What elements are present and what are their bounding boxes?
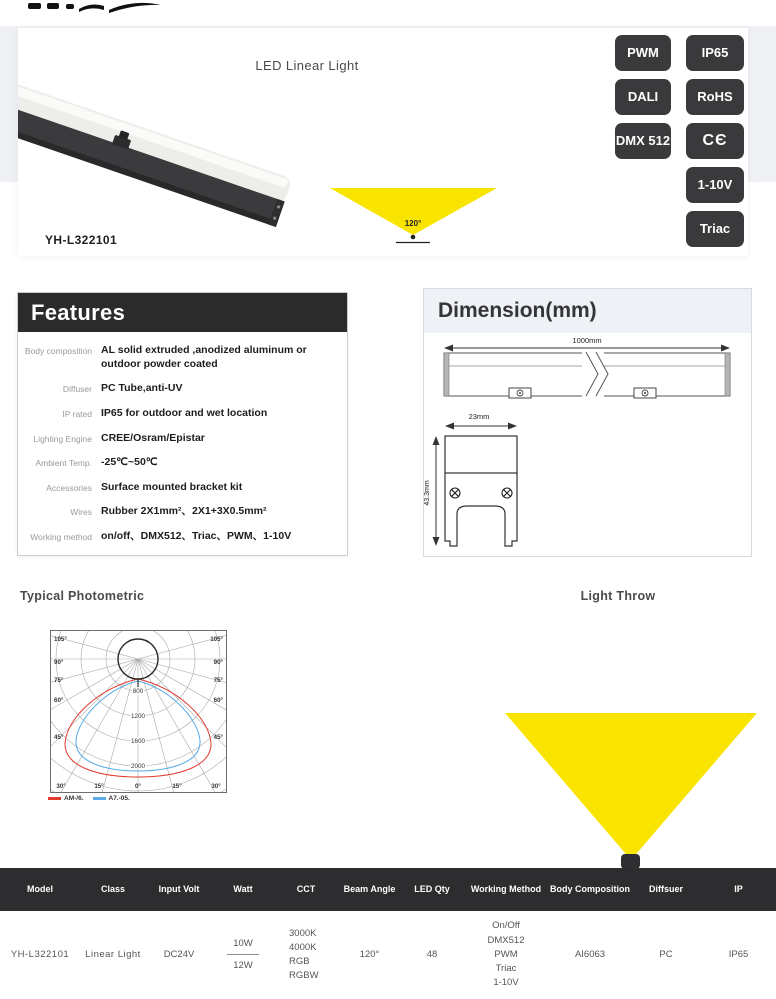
angle-label: 90° (54, 659, 64, 666)
angle-label: 105° (210, 636, 223, 643)
feature-label: IP rated (62, 408, 92, 419)
radial-tick: 2000 (130, 763, 146, 770)
light-source-dot (411, 235, 416, 240)
col-header-led-qty: LED Qty (414, 884, 450, 895)
col-header-model: Model (27, 884, 53, 895)
watt-10w: 10W (227, 937, 259, 954)
legend-item (48, 795, 84, 802)
feature-value: Rubber 2X1mm²、2X1+3X0.5mm² (101, 505, 267, 518)
feature-label: Working method (30, 532, 92, 543)
spec-table-header (0, 868, 776, 911)
legend-swatch-red (48, 797, 61, 800)
spec-table-row (0, 911, 776, 999)
beam-angle-value: 120° (404, 219, 422, 228)
feature-value: PC Tube,anti-UV (101, 382, 183, 395)
feature-label: Body composition (24, 346, 92, 356)
feature-row (18, 481, 347, 495)
feature-row (18, 407, 347, 421)
feature-row (18, 382, 347, 396)
cell-beam-angle: 120° (359, 948, 380, 960)
angle-label: 15° (172, 783, 182, 790)
cell-working-method (463, 911, 549, 999)
angle-label: 75° (54, 677, 64, 684)
length-dimension-label: 1000mm (572, 336, 602, 345)
col-header-input-volt: Input Volt (158, 884, 200, 895)
features-title: Features (18, 293, 347, 332)
angle-label: 75° (213, 677, 223, 684)
feature-label: Wires (70, 507, 92, 518)
cell-class: Linear Light (85, 948, 141, 960)
photometric-chart (50, 630, 227, 793)
legend-label: A7.-05. (108, 795, 130, 802)
feature-row (18, 344, 347, 371)
dimension-title: Dimension(mm) (424, 289, 751, 333)
angle-label: 45° (54, 734, 64, 741)
col-header-ip: IP (734, 884, 743, 895)
badge-triac: Triac (686, 211, 744, 247)
model-number: YH-L322101 (45, 233, 118, 247)
col-header-body-composition: Body Composition (550, 884, 630, 895)
cell-cct (274, 911, 338, 999)
product-title: LED Linear Light (255, 58, 359, 73)
legend-item (93, 795, 130, 802)
cct-option: RGBW (289, 970, 319, 982)
cct-option: 4000K (289, 941, 317, 953)
angle-label: 90° (213, 659, 223, 666)
features-panel (17, 292, 348, 556)
cct-option: 3000K (289, 927, 317, 939)
badge-dmx512: DMX 512 (615, 123, 671, 159)
cct-option: RGB (289, 956, 310, 967)
feature-label: Accessories (46, 482, 92, 493)
radial-tick: 800 (132, 688, 144, 695)
angle-label: 30° (211, 783, 221, 790)
legend-label: AM-/6. (64, 795, 84, 802)
ce-mark-icon: CЄ (686, 123, 744, 159)
radial-tick: 1200 (130, 713, 146, 720)
feature-label: Diffuser (62, 384, 92, 395)
col-header-class: Class (100, 884, 126, 895)
light-throw-diagram (500, 710, 762, 862)
feature-row (18, 505, 347, 519)
angle-label: 105° (54, 636, 67, 643)
col-header-cct: CCT (296, 884, 316, 895)
cell-diffuser: PC (659, 948, 673, 960)
dimension-panel (423, 288, 752, 557)
feature-row (18, 432, 347, 446)
feature-value: IP65 for outdoor and wet location (101, 406, 268, 419)
photometric-legend (48, 795, 130, 802)
angle-label: 15° (94, 783, 104, 790)
angle-label: 60° (54, 697, 64, 704)
cell-model: YH-L322101 (10, 948, 70, 960)
col-header-diffuser: Diffsuer (648, 884, 683, 895)
light-throw-cone (505, 713, 757, 860)
badge-pwm: PWM (615, 35, 671, 71)
brand-logo (28, 0, 163, 13)
col-header-watt: Watt (233, 884, 253, 895)
cell-led-qty: 48 (426, 948, 438, 960)
working-method-option: PWM (494, 948, 518, 960)
cell-ip: IP65 (728, 948, 749, 960)
radial-tick: 1600 (130, 738, 146, 745)
badge-dali: DALI (615, 79, 671, 115)
feature-value: CREE/Osram/Epistar (101, 431, 205, 444)
light-fixture-icon (621, 854, 640, 869)
feature-value: AL solid extruded ,anodized aluminum or outdoor powder coated (101, 344, 307, 370)
badge-1-10v: 1-10V (686, 167, 744, 203)
working-method-option: Triac (495, 963, 517, 975)
feature-value: Surface mounted bracket kit (101, 480, 243, 493)
feature-value: on/off、DMX512、Triac、PWM、1-10V (101, 530, 292, 543)
feature-label: Ambient Temp. (35, 458, 92, 469)
badge-rohs: RoHS (686, 79, 744, 115)
cell-input-volt: DC24V (163, 948, 195, 960)
working-method-option: On/Off (492, 920, 520, 932)
badge-ip65: IP65 (686, 35, 744, 71)
working-method-option: 1-10V (493, 977, 519, 989)
cross-section-profile (445, 473, 517, 546)
angle-label: 60° (213, 697, 223, 704)
working-method-option: DMX512 (487, 934, 525, 946)
watt-12w: 12W (233, 959, 253, 971)
photometric-section-title: Typical Photometric (20, 589, 145, 603)
col-header-beam-angle: Beam Angle (343, 884, 396, 895)
feature-label: Lighting Engine (33, 433, 92, 444)
angle-label: 30° (56, 783, 66, 790)
cell-body-composition: AI6063 (574, 948, 606, 960)
feature-value: -25℃~50℃ (101, 456, 158, 469)
angle-label: 0° (135, 783, 141, 790)
angle-label: 45° (213, 734, 223, 741)
cell-watt (212, 911, 274, 999)
polar-diagram (51, 631, 226, 792)
dimension-drawing (424, 333, 751, 556)
legend-swatch-blue (93, 797, 106, 800)
col-header-working-method: Working Method (470, 884, 542, 895)
height-dimension-label: 43.3mm (424, 480, 431, 506)
beam-angle-diagram (318, 183, 518, 253)
feature-row (18, 530, 347, 544)
width-dimension-label: 23mm (468, 412, 490, 421)
feature-row (18, 456, 347, 470)
product-image (18, 46, 318, 256)
light-throw-section-title: Light Throw (580, 589, 656, 603)
